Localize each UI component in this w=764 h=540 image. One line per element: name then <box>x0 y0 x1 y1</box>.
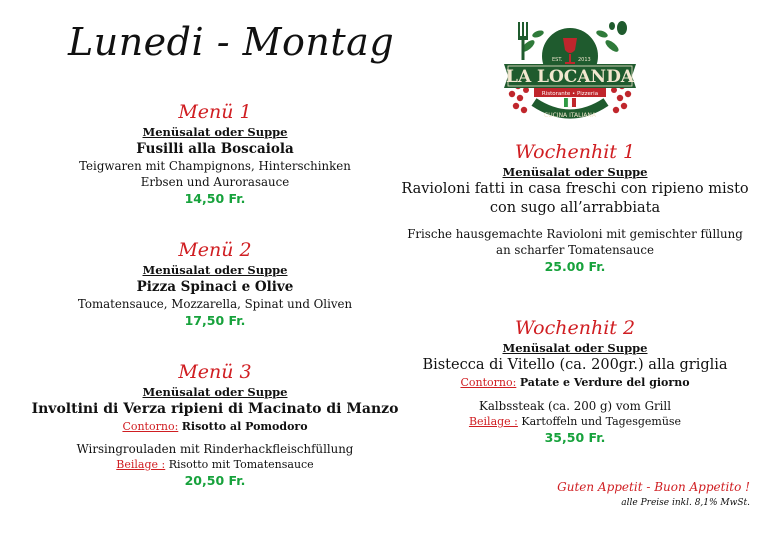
price: 25.00 Fr. <box>544 259 606 274</box>
dish-description: Erbsen und Aurorasauce <box>140 175 290 189</box>
side-label: Contorno: <box>460 376 517 389</box>
menu-heading: Menü 2 <box>178 239 252 261</box>
page-title: Lunedi - Montag <box>68 20 395 64</box>
tax-note: alle Preise inkl. 8,1% MwSt. <box>621 498 750 508</box>
menu-1 <box>20 100 410 207</box>
menu-2 <box>20 238 410 329</box>
side-label: Beilage : <box>468 415 518 428</box>
side-dish-italian <box>390 375 760 390</box>
price: 20,50 Fr. <box>184 473 246 488</box>
logo-cuisine: CUCINA ITALIANA <box>544 112 596 119</box>
starter-label: Menüsalat oder Suppe <box>502 165 648 179</box>
starter-label: Menüsalat oder Suppe <box>142 263 288 277</box>
dish-description: Tomatensauce, Mozzarella, Spinat und Oliven <box>77 297 353 311</box>
right-column <box>390 0 760 540</box>
side-dish-german <box>20 457 410 472</box>
weekly-special-1 <box>390 140 760 275</box>
menu-3 <box>20 360 410 489</box>
side-value: Kartoffeln und Tagesgemüse <box>521 415 682 428</box>
starter-label: Menüsalat oder Suppe <box>142 125 288 139</box>
menu-heading: Menü 3 <box>178 361 252 383</box>
dish-description: Kalbssteak (ca. 200 g) vom Grill <box>479 399 671 413</box>
dish-name: Bistecca di Vitello (ca. 200gr.) alla griglia <box>422 357 728 373</box>
side-label: Beilage : <box>116 458 166 471</box>
side-dish-italian <box>20 419 410 434</box>
left-column <box>20 0 410 540</box>
dish-description: an scharfer Tomatensauce <box>496 243 654 257</box>
side-label: Contorno: <box>122 420 179 433</box>
closing-greeting: Guten Appetit - Buon Appetito ! <box>557 480 750 494</box>
menu-heading: Wochenhit 1 <box>514 141 636 163</box>
menu-heading: Menü 1 <box>178 101 252 123</box>
logo-brand: LA LOCANDA <box>505 67 635 87</box>
logo-year: 2013 <box>578 57 591 63</box>
side-value: Risotto al Pomodoro <box>181 420 308 433</box>
dish-name: Ravioloni fatti in casa freschi con ripieno misto <box>401 181 749 197</box>
price: 35,50 Fr. <box>544 430 606 445</box>
dish-name: con sugo all’arrabbiata <box>489 200 661 216</box>
dish-name: Fusilli alla Boscaiola <box>136 141 294 157</box>
price: 14,50 Fr. <box>184 191 246 206</box>
price: 17,50 Fr. <box>184 313 246 328</box>
starter-label: Menüsalat oder Suppe <box>142 385 288 399</box>
logo-est: EST. <box>552 57 563 63</box>
side-value: Risotto mit Tomatensauce <box>168 458 314 471</box>
side-dish-german <box>390 414 760 429</box>
weekly-special-2 <box>390 316 760 446</box>
logo-tagline: Ristorante • Pizzeria <box>541 91 599 97</box>
dish-name: Pizza Spinaci e Olive <box>136 279 294 295</box>
dish-description: Teigwaren mit Champignons, Hinterschinken <box>79 159 351 173</box>
dish-name: Involtini di Verza ripieni di Macinato di Manzo <box>31 401 399 417</box>
dish-description: Wirsingrouladen mit Rinderhackfleischfüllung <box>76 442 354 456</box>
menu-heading: Wochenhit 2 <box>514 317 636 339</box>
starter-label: Menüsalat oder Suppe <box>502 341 648 355</box>
side-value: Patate e Verdure del giorno <box>519 376 690 389</box>
dish-description: Frische hausgemachte Ravioloni mit gemischter füllung <box>407 227 743 241</box>
